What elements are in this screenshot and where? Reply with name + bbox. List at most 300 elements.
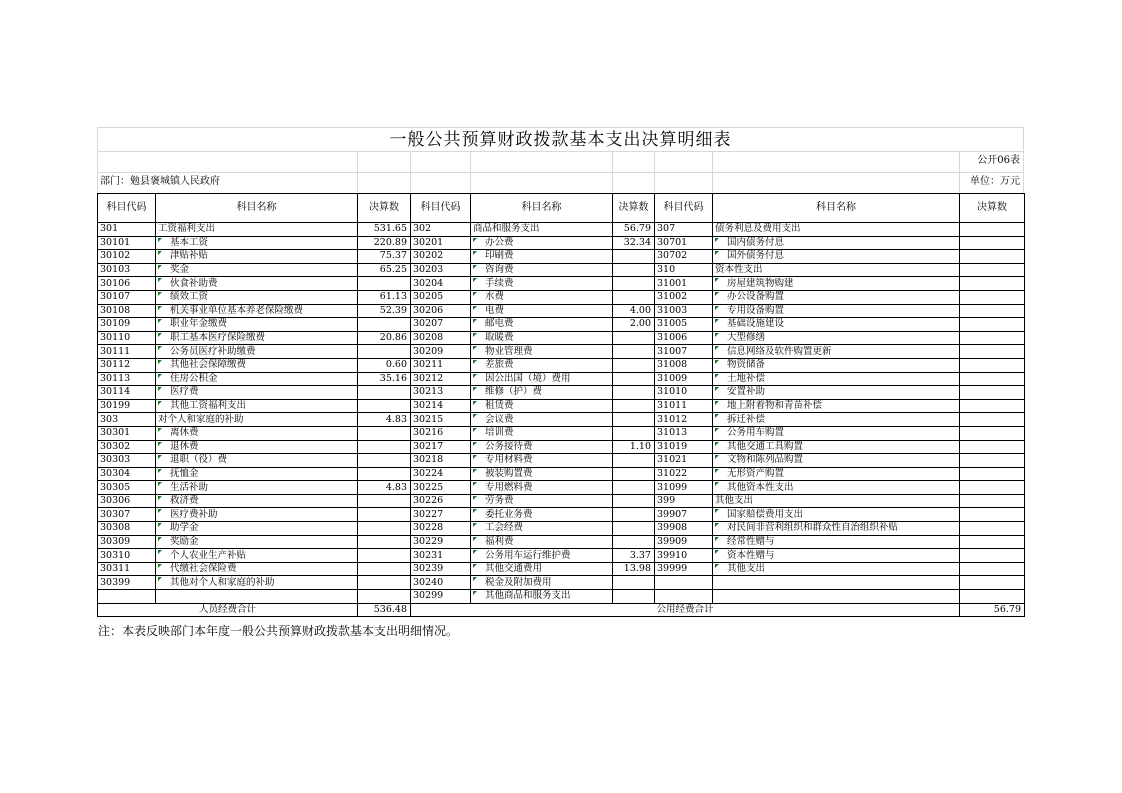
subject-code-cell: 30110 — [98, 331, 156, 345]
subject-name-cell: 邮电费 — [471, 318, 613, 332]
amount-cell — [358, 576, 411, 590]
amount-cell — [960, 481, 1025, 495]
subject-name-cell: 被装购置费 — [471, 467, 613, 481]
subject-name-cell: 其他工资福利支出 — [156, 399, 358, 413]
amount-cell — [960, 413, 1025, 427]
header-code: 科目代码 — [98, 194, 156, 223]
subject-code-cell: 30201 — [411, 236, 471, 250]
amount-cell — [960, 250, 1025, 264]
subject-code-cell: 30107 — [98, 290, 156, 304]
subject-code-cell: 30239 — [411, 562, 471, 576]
subject-name-cell: 对个人和家庭的补助 — [156, 413, 358, 427]
table-body — [98, 223, 1025, 604]
subject-name-cell: 救济费 — [156, 494, 358, 508]
amount-cell — [613, 590, 655, 604]
subject-name-cell: 专用燃料费 — [471, 481, 613, 495]
subject-name-cell: 公务用车运行维护费 — [471, 549, 613, 563]
subject-code-cell: 30225 — [411, 481, 471, 495]
subject-code-cell: 30302 — [98, 440, 156, 454]
subject-code-cell: 30214 — [411, 399, 471, 413]
header-name: 科目名称 — [471, 194, 613, 223]
faint-gridline — [470, 151, 471, 193]
amount-cell — [960, 277, 1025, 291]
amount-cell — [613, 345, 655, 359]
amount-cell — [358, 426, 411, 440]
amount-cell — [960, 263, 1025, 277]
amount-cell — [960, 236, 1025, 250]
table-row — [98, 426, 1025, 440]
subject-code-cell: 30213 — [411, 386, 471, 400]
amount-cell: 32.34 — [613, 236, 655, 250]
subject-name-cell: 委托业务费 — [471, 508, 613, 522]
table-row — [98, 263, 1025, 277]
subject-name-cell: 国内债务付息 — [713, 236, 960, 250]
subject-name-cell: 其他支出 — [713, 562, 960, 576]
subject-name-cell: 资本性支出 — [713, 263, 960, 277]
subject-code-cell: 30212 — [411, 372, 471, 386]
subject-name-cell: 物业管理费 — [471, 345, 613, 359]
subject-code-cell: 31008 — [655, 358, 713, 372]
amount-cell: 1.10 — [613, 440, 655, 454]
table-row — [98, 372, 1025, 386]
amount-cell — [358, 399, 411, 413]
subject-name-cell: 机关事业单位基本养老保险缴费 — [156, 304, 358, 318]
subject-code-cell: 30217 — [411, 440, 471, 454]
totals-row — [98, 603, 1025, 617]
table-row — [98, 318, 1025, 332]
subject-name-cell: 绩效工资 — [156, 290, 358, 304]
subject-code-cell: 30309 — [98, 535, 156, 549]
table-row — [98, 304, 1025, 318]
subject-name-cell: 对民间非营利组织和群众性自治组织补贴 — [713, 522, 960, 536]
table-row — [98, 549, 1025, 563]
amount-cell — [613, 426, 655, 440]
subject-code-cell: 30231 — [411, 549, 471, 563]
subject-code-cell: 31005 — [655, 318, 713, 332]
subject-name-cell: 电费 — [471, 304, 613, 318]
subject-name-cell: 经常性赠与 — [713, 535, 960, 549]
subject-name-cell — [713, 590, 960, 604]
amount-cell — [358, 318, 411, 332]
subject-name-cell: 个人农业生产补贴 — [156, 549, 358, 563]
subject-code-cell: 30299 — [411, 590, 471, 604]
subject-name-cell: 大型修缮 — [713, 331, 960, 345]
subject-code-cell: 30113 — [98, 372, 156, 386]
subject-name-cell: 津贴补贴 — [156, 250, 358, 264]
amount-cell — [613, 358, 655, 372]
faint-gridline — [612, 151, 613, 193]
table-title: 一般公共预算财政拨款基本支出决算明细表 — [389, 130, 732, 150]
amount-cell: 13.98 — [613, 562, 655, 576]
subject-name-cell: 地上附着物和青苗补偿 — [713, 399, 960, 413]
amount-cell — [358, 590, 411, 604]
amount-cell — [358, 522, 411, 536]
subject-name-cell: 无形资产购置 — [713, 467, 960, 481]
amount-cell — [960, 467, 1025, 481]
subject-code-cell: 30226 — [411, 494, 471, 508]
amount-cell: 65.25 — [358, 263, 411, 277]
subject-name-cell: 专用材料费 — [471, 454, 613, 468]
amount-cell — [960, 590, 1025, 604]
subject-name-cell: 因公出国（境）费用 — [471, 372, 613, 386]
amount-cell: 2.00 — [613, 318, 655, 332]
subject-code-cell: 30310 — [98, 549, 156, 563]
form-number: 公开06表 — [977, 155, 1020, 166]
faint-gridline — [712, 151, 713, 193]
subject-name-cell: 医疗费补助 — [156, 508, 358, 522]
subject-code-cell: 30206 — [411, 304, 471, 318]
table-row — [98, 223, 1025, 237]
header-amount: 决算数 — [960, 194, 1025, 223]
table-row — [98, 576, 1025, 590]
subject-code-cell: 30207 — [411, 318, 471, 332]
amount-cell — [960, 426, 1025, 440]
subject-code-cell: 307 — [655, 223, 713, 237]
subject-name-cell: 医疗费 — [156, 386, 358, 400]
table-row — [98, 345, 1025, 359]
subject-name-cell: 生活补助 — [156, 481, 358, 495]
subject-name-cell: 文物和陈列品购置 — [713, 454, 960, 468]
subject-name-cell: 伙食补助费 — [156, 277, 358, 291]
faint-gridline — [654, 151, 655, 193]
subject-code-cell: 30203 — [411, 263, 471, 277]
subject-code-cell: 310 — [655, 263, 713, 277]
table-row — [98, 277, 1025, 291]
amount-cell: 75.37 — [358, 250, 411, 264]
subject-code-cell: 302 — [411, 223, 471, 237]
subject-name-cell: 离休费 — [156, 426, 358, 440]
amount-cell — [960, 522, 1025, 536]
subject-name-cell: 咨询费 — [471, 263, 613, 277]
table-row — [98, 481, 1025, 495]
subject-code-cell — [98, 590, 156, 604]
subject-code-cell: 30111 — [98, 345, 156, 359]
subject-code-cell: 39910 — [655, 549, 713, 563]
subject-code-cell: 30308 — [98, 522, 156, 536]
amount-cell — [613, 535, 655, 549]
subject-name-cell: 取暖费 — [471, 331, 613, 345]
subject-code-cell: 30202 — [411, 250, 471, 264]
amount-cell — [960, 454, 1025, 468]
amount-cell — [613, 372, 655, 386]
amount-cell — [960, 372, 1025, 386]
table-row — [98, 250, 1025, 264]
subject-name-cell: 公务用车购置 — [713, 426, 960, 440]
amount-cell — [613, 467, 655, 481]
amount-cell: 52.39 — [358, 304, 411, 318]
amount-cell: 0.60 — [358, 358, 411, 372]
table-row — [98, 399, 1025, 413]
table-row — [98, 508, 1025, 522]
subject-code-cell: 31019 — [655, 440, 713, 454]
subject-name-cell: 印刷费 — [471, 250, 613, 264]
subject-name-cell: 奖金 — [156, 263, 358, 277]
amount-cell — [613, 576, 655, 590]
subject-name-cell: 土地补偿 — [713, 372, 960, 386]
amount-cell: 220.89 — [358, 236, 411, 250]
subject-code-cell: 30228 — [411, 522, 471, 536]
subject-name-cell: 专用设备购置 — [713, 304, 960, 318]
subject-name-cell: 职工基本医疗保险缴费 — [156, 331, 358, 345]
faint-gridline — [410, 151, 411, 193]
subject-code-cell: 30101 — [98, 236, 156, 250]
amount-cell — [358, 562, 411, 576]
amount-cell — [960, 399, 1025, 413]
subject-code-cell: 31022 — [655, 467, 713, 481]
subject-code-cell: 31007 — [655, 345, 713, 359]
header-row — [98, 194, 1025, 223]
table-row — [98, 522, 1025, 536]
subject-name-cell: 代缴社会保险费 — [156, 562, 358, 576]
subject-code-cell: 30204 — [411, 277, 471, 291]
header-name: 科目名称 — [156, 194, 358, 223]
subject-name-cell: 退职（役）费 — [156, 454, 358, 468]
amount-cell — [358, 494, 411, 508]
subject-code-cell: 30224 — [411, 467, 471, 481]
amount-cell: 4.00 — [613, 304, 655, 318]
faint-gridline — [959, 151, 960, 193]
subject-name-cell: 税金及附加费用 — [471, 576, 613, 590]
amount-cell — [358, 535, 411, 549]
amount-cell — [358, 508, 411, 522]
table-row — [98, 590, 1025, 604]
subject-code-cell: 30215 — [411, 413, 471, 427]
amount-cell — [358, 440, 411, 454]
subject-name-cell: 奖励金 — [156, 535, 358, 549]
subject-code-cell: 30103 — [98, 263, 156, 277]
subject-code-cell: 30112 — [98, 358, 156, 372]
amount-cell: 35.16 — [358, 372, 411, 386]
subject-name-cell: 债务利息及费用支出 — [713, 223, 960, 237]
amount-cell — [613, 250, 655, 264]
header-code: 科目代码 — [655, 194, 713, 223]
amount-cell — [613, 494, 655, 508]
subject-name-cell: 其他社会保障缴费 — [156, 358, 358, 372]
table-row — [98, 562, 1025, 576]
subject-name-cell: 手续费 — [471, 277, 613, 291]
unit-label: 单位：万元 — [970, 176, 1020, 187]
amount-cell — [960, 358, 1025, 372]
subject-name-cell: 国外债务付息 — [713, 250, 960, 264]
subject-code-cell: 31003 — [655, 304, 713, 318]
amount-cell: 4.83 — [358, 481, 411, 495]
table-row — [98, 290, 1025, 304]
table-row — [98, 413, 1025, 427]
amount-cell: 3.37 — [613, 549, 655, 563]
subject-code-cell: 30311 — [98, 562, 156, 576]
subject-name-cell: 房屋建筑物购建 — [713, 277, 960, 291]
subject-code-cell: 30301 — [98, 426, 156, 440]
subject-code-cell: 30240 — [411, 576, 471, 590]
subject-code-cell: 30109 — [98, 318, 156, 332]
subject-code-cell: 31021 — [655, 454, 713, 468]
header-amount: 决算数 — [358, 194, 411, 223]
amount-cell — [358, 467, 411, 481]
subject-name-cell: 办公设备购置 — [713, 290, 960, 304]
subject-code-cell: 303 — [98, 413, 156, 427]
subject-code-cell: 39999 — [655, 562, 713, 576]
amount-cell — [358, 549, 411, 563]
subject-name-cell — [713, 576, 960, 590]
personnel-total-value: 536.48 — [358, 603, 411, 617]
subject-name-cell: 职业年金缴费 — [156, 318, 358, 332]
amount-cell — [613, 481, 655, 495]
amount-cell: 531.65 — [358, 223, 411, 237]
subject-name-cell: 劳务费 — [471, 494, 613, 508]
subject-name-cell: 工资福利支出 — [156, 223, 358, 237]
subject-code-cell: 301 — [98, 223, 156, 237]
subject-name-cell: 助学金 — [156, 522, 358, 536]
table-row — [98, 535, 1025, 549]
subject-name-cell: 办公费 — [471, 236, 613, 250]
subject-name-cell: 基础设施建设 — [713, 318, 960, 332]
subject-code-cell: 39908 — [655, 522, 713, 536]
subject-code-cell: 31011 — [655, 399, 713, 413]
amount-cell — [960, 562, 1025, 576]
subject-name-cell: 其他资本性支出 — [713, 481, 960, 495]
subject-name-cell: 其他对个人和家庭的补助 — [156, 576, 358, 590]
subject-name-cell: 国家赔偿费用支出 — [713, 508, 960, 522]
subject-code-cell: 30303 — [98, 454, 156, 468]
subject-name-cell: 退休费 — [156, 440, 358, 454]
amount-cell — [613, 331, 655, 345]
amount-cell — [358, 386, 411, 400]
subject-code-cell: 31009 — [655, 372, 713, 386]
amount-cell — [613, 454, 655, 468]
subject-code-cell: 31006 — [655, 331, 713, 345]
expenditure-table — [97, 193, 1025, 617]
subject-code-cell — [655, 590, 713, 604]
subject-code-cell: 30208 — [411, 331, 471, 345]
subject-name-cell: 安置补助 — [713, 386, 960, 400]
subject-name-cell: 其他交通工具购置 — [713, 440, 960, 454]
amount-cell — [613, 263, 655, 277]
subject-code-cell: 30701 — [655, 236, 713, 250]
table-row — [98, 386, 1025, 400]
subject-code-cell: 30205 — [411, 290, 471, 304]
subject-code-cell: 30306 — [98, 494, 156, 508]
subject-name-cell: 差旅费 — [471, 358, 613, 372]
subject-name-cell: 培训费 — [471, 426, 613, 440]
amount-cell — [960, 318, 1025, 332]
subject-code-cell: 31013 — [655, 426, 713, 440]
amount-cell — [613, 290, 655, 304]
subject-code-cell: 30102 — [98, 250, 156, 264]
amount-cell — [960, 304, 1025, 318]
amount-cell — [960, 494, 1025, 508]
table-row — [98, 358, 1025, 372]
amount-cell — [960, 576, 1025, 590]
amount-cell — [613, 522, 655, 536]
amount-cell: 56.79 — [613, 223, 655, 237]
subject-code-cell: 30229 — [411, 535, 471, 549]
personnel-total-label: 人员经费合计 — [98, 603, 358, 617]
amount-cell — [960, 549, 1025, 563]
amount-cell — [613, 508, 655, 522]
amount-cell — [613, 413, 655, 427]
amount-cell — [358, 277, 411, 291]
amount-cell — [613, 386, 655, 400]
subject-name-cell: 商品和服务支出 — [471, 223, 613, 237]
subject-code-cell: 30114 — [98, 386, 156, 400]
subject-name-cell: 其他支出 — [713, 494, 960, 508]
subject-code-cell: 30216 — [411, 426, 471, 440]
public-total-value: 56.79 — [960, 603, 1025, 617]
subject-name-cell: 福利费 — [471, 535, 613, 549]
subject-name-cell: 资本性赠与 — [713, 549, 960, 563]
faint-gridline — [357, 151, 358, 193]
table-row — [98, 454, 1025, 468]
subject-name-cell: 信息网络及软件购置更新 — [713, 345, 960, 359]
subject-code-cell: 30211 — [411, 358, 471, 372]
amount-cell — [358, 454, 411, 468]
subject-code-cell: 31001 — [655, 277, 713, 291]
subject-code-cell: 31002 — [655, 290, 713, 304]
header-code: 科目代码 — [411, 194, 471, 223]
subject-name-cell: 公务员医疗补助缴费 — [156, 345, 358, 359]
subject-code-cell: 30304 — [98, 467, 156, 481]
faint-gridline — [97, 172, 1024, 173]
amount-cell — [960, 535, 1025, 549]
table-row — [98, 467, 1025, 481]
subject-code-cell: 30227 — [411, 508, 471, 522]
subject-code-cell: 30702 — [655, 250, 713, 264]
subject-name-cell: 住房公积金 — [156, 372, 358, 386]
table-row — [98, 440, 1025, 454]
subject-name-cell: 抚恤金 — [156, 467, 358, 481]
amount-cell — [358, 345, 411, 359]
subject-code-cell: 30106 — [98, 277, 156, 291]
table-row — [98, 494, 1025, 508]
subject-name-cell: 基本工资 — [156, 236, 358, 250]
subject-name-cell: 水费 — [471, 290, 613, 304]
subject-name-cell: 租赁费 — [471, 399, 613, 413]
subject-code-cell: 30399 — [98, 576, 156, 590]
subject-code-cell: 30199 — [98, 399, 156, 413]
table-row — [98, 331, 1025, 345]
subject-code-cell: 30305 — [98, 481, 156, 495]
subject-name-cell: 拆迁补偿 — [713, 413, 960, 427]
amount-cell — [613, 399, 655, 413]
subject-code-cell: 30218 — [411, 454, 471, 468]
subject-name-cell — [156, 590, 358, 604]
amount-cell — [960, 440, 1025, 454]
footnote: 注：本表反映部门本年度一般公共预算财政拨款基本支出明细情况。 — [98, 624, 459, 638]
subject-name-cell: 其他商品和服务支出 — [471, 590, 613, 604]
subject-code-cell — [655, 576, 713, 590]
subject-code-cell: 30307 — [98, 508, 156, 522]
subject-code-cell: 39909 — [655, 535, 713, 549]
department-label: 部门：勉县褒城镇人民政府 — [100, 176, 220, 187]
amount-cell — [960, 331, 1025, 345]
amount-cell: 20.86 — [358, 331, 411, 345]
subject-code-cell: 39907 — [655, 508, 713, 522]
subject-code-cell: 30209 — [411, 345, 471, 359]
subject-code-cell: 31010 — [655, 386, 713, 400]
amount-cell: 61.13 — [358, 290, 411, 304]
subject-name-cell: 会议费 — [471, 413, 613, 427]
subject-name-cell: 维修（护）费 — [471, 386, 613, 400]
amount-cell: 4.83 — [358, 413, 411, 427]
subject-code-cell: 31099 — [655, 481, 713, 495]
subject-name-cell: 物资储备 — [713, 358, 960, 372]
amount-cell — [960, 290, 1025, 304]
subject-code-cell: 30108 — [98, 304, 156, 318]
amount-cell — [960, 345, 1025, 359]
amount-cell — [613, 277, 655, 291]
public-total-label: 公用经费合计 — [411, 603, 960, 617]
subject-name-cell: 工会经费 — [471, 522, 613, 536]
